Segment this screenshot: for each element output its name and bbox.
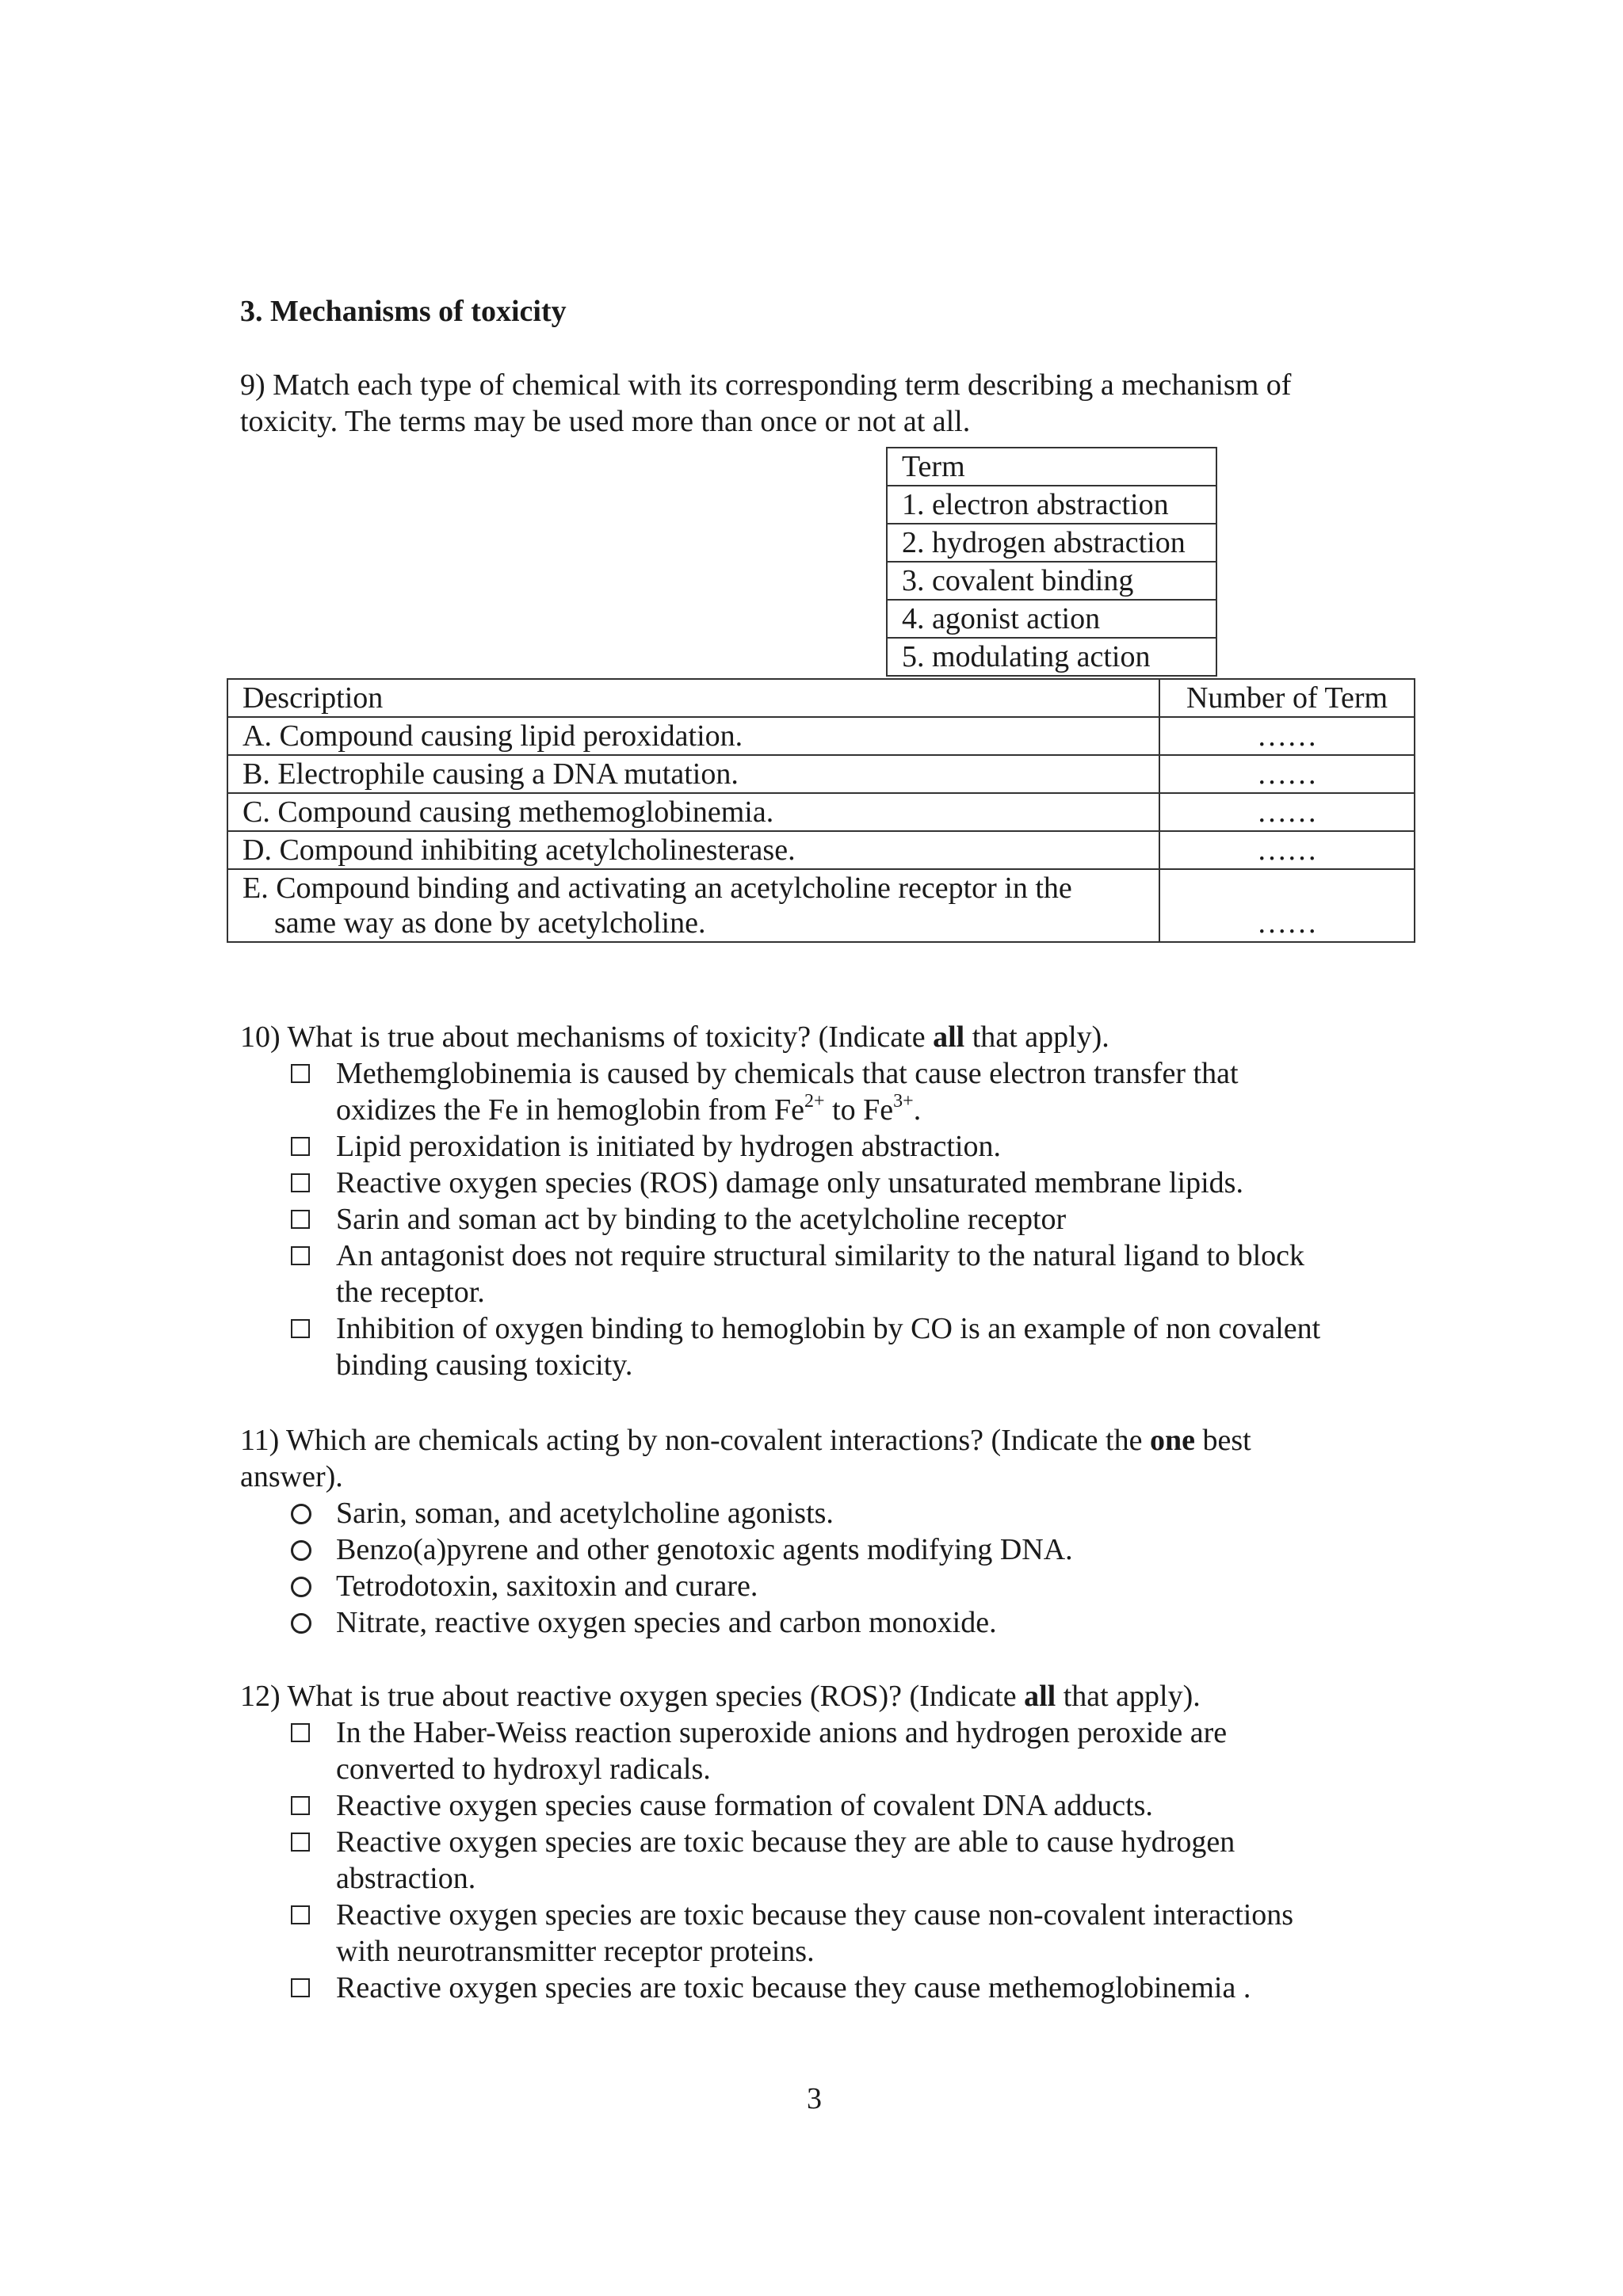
description-header: Description bbox=[227, 679, 1159, 717]
q11-prompt-text: 11) Which are chemicals acting by non-covalent interactions? (Indicate the bbox=[240, 1424, 1150, 1457]
description-cell: D. Compound inhibiting acetylcholinesterase. bbox=[227, 831, 1159, 869]
q12-prompt bbox=[240, 1678, 1201, 1714]
q11-option3-radio[interactable] bbox=[291, 1577, 311, 1597]
q12-option4-line1: Reactive oxygen species are toxic because they cause non-covalent interactions bbox=[336, 1898, 1294, 1932]
term-header: Term bbox=[887, 448, 1216, 486]
term-item: 3. covalent binding bbox=[887, 562, 1216, 600]
answer-blank[interactable]: …… bbox=[1159, 869, 1415, 942]
q10-option2: Lipid peroxidation is initiated by hydrogen abstraction. bbox=[336, 1130, 1001, 1163]
q10-prompt-tail: that apply). bbox=[964, 1020, 1109, 1054]
q10-option1-text-b: to Fe bbox=[824, 1093, 894, 1127]
q12-prompt-bold: all bbox=[1024, 1680, 1056, 1713]
q12-option3-checkbox[interactable] bbox=[291, 1833, 310, 1852]
q10-option4-checkbox[interactable] bbox=[291, 1210, 310, 1229]
table-row bbox=[227, 793, 1415, 831]
q10-option1-checkbox[interactable] bbox=[291, 1064, 310, 1083]
q10-option1-text-c: . bbox=[913, 1093, 922, 1127]
q9-prompt-line1: 9) Match each type of chemical with its corresponding term describing a mechanism of bbox=[240, 368, 1292, 402]
table-row bbox=[227, 831, 1415, 869]
q12-option5: Reactive oxygen species are toxic because they cause methemoglobinemia . bbox=[336, 1971, 1251, 2004]
q10-option1-text-a: oxidizes the Fe in hemoglobin from Fe bbox=[336, 1093, 805, 1127]
q12-option2-checkbox[interactable] bbox=[291, 1796, 310, 1815]
term-item: 1. electron abstraction bbox=[887, 486, 1216, 524]
q12-option3-line2: abstraction. bbox=[336, 1862, 476, 1895]
number-of-term-header: Number of Term bbox=[1159, 679, 1415, 717]
term-item: 2. hydrogen abstraction bbox=[887, 524, 1216, 562]
q10-prompt-text: 10) What is true about mechanisms of toxicity? (Indicate bbox=[240, 1020, 934, 1054]
term-item: 4. agonist action bbox=[887, 600, 1216, 638]
q11-prompt-tail: best bbox=[1194, 1424, 1251, 1457]
description-line2: same way as done by acetylcholine. bbox=[274, 906, 706, 940]
description-line1: E. Compound binding and activating an acetylcholine receptor in the bbox=[242, 871, 1072, 905]
term-table bbox=[886, 447, 1217, 677]
fe-charge-3plus: 3+ bbox=[893, 1091, 914, 1112]
table-header-row bbox=[227, 679, 1415, 717]
q11-prompt-line1 bbox=[240, 1422, 1251, 1459]
term-item: 5. modulating action bbox=[887, 638, 1216, 676]
q10-option5-line2: the receptor. bbox=[336, 1276, 485, 1309]
q12-option4-line2: with neurotransmitter receptor proteins. bbox=[336, 1935, 815, 1968]
q9-prompt-line2: toxicity. The terms may be used more than once or not at all. bbox=[240, 405, 971, 438]
q12-option1-line1: In the Haber-Weiss reaction superoxide anions and hydrogen peroxide are bbox=[336, 1716, 1228, 1749]
q11-option2: Benzo(a)pyrene and other genotoxic agents modifying DNA. bbox=[336, 1533, 1073, 1566]
description-table bbox=[227, 678, 1415, 943]
q12-prompt-tail: that apply). bbox=[1056, 1680, 1201, 1713]
q10-prompt-bold: all bbox=[933, 1020, 965, 1054]
q10-option6-line2: binding causing toxicity. bbox=[336, 1348, 633, 1382]
q12-option5-checkbox[interactable] bbox=[291, 1978, 310, 1997]
q12-option1-checkbox[interactable] bbox=[291, 1723, 310, 1742]
q11-prompt-line2: answer). bbox=[240, 1460, 343, 1493]
q11-option2-radio[interactable] bbox=[291, 1540, 311, 1561]
q10-option6-checkbox[interactable] bbox=[291, 1319, 310, 1338]
q12-option3-line1: Reactive oxygen species are toxic because they are able to cause hydrogen bbox=[336, 1825, 1235, 1859]
q11-option4: Nitrate, reactive oxygen species and carbon monoxide. bbox=[336, 1606, 997, 1639]
answer-blank[interactable]: …… bbox=[1159, 717, 1415, 755]
page-number: 3 bbox=[807, 2082, 822, 2115]
q10-option3-checkbox[interactable] bbox=[291, 1173, 310, 1192]
q10-option6-line1: Inhibition of oxygen binding to hemoglobin by CO is an example of non covalent bbox=[336, 1312, 1321, 1345]
q11-option4-radio[interactable] bbox=[291, 1613, 311, 1634]
q10-prompt bbox=[240, 1019, 1109, 1055]
table-row bbox=[227, 755, 1415, 793]
q10-option5-line1: An antagonist does not require structural similarity to the natural ligand to block bbox=[336, 1239, 1305, 1272]
q12-option1-line2: converted to hydroxyl radicals. bbox=[336, 1753, 711, 1786]
answer-blank[interactable]: …… bbox=[1159, 793, 1415, 831]
q11-option1: Sarin, soman, and acetylcholine agonists. bbox=[336, 1497, 834, 1530]
description-cell bbox=[227, 869, 1159, 942]
answer-blank[interactable]: …… bbox=[1159, 831, 1415, 869]
q11-prompt-bold: one bbox=[1149, 1424, 1195, 1457]
q10-option5-checkbox[interactable] bbox=[291, 1246, 310, 1265]
q10-option3: Reactive oxygen species (ROS) damage only unsaturated membrane lipids. bbox=[336, 1166, 1243, 1199]
table-row bbox=[227, 717, 1415, 755]
description-cell: C. Compound causing methemoglobinemia. bbox=[227, 793, 1159, 831]
answer-blank[interactable]: …… bbox=[1159, 755, 1415, 793]
q11-option1-radio[interactable] bbox=[291, 1504, 311, 1524]
description-cell: A. Compound causing lipid peroxidation. bbox=[227, 717, 1159, 755]
table-row bbox=[227, 869, 1415, 942]
q11-option3: Tetrodotoxin, saxitoxin and curare. bbox=[336, 1569, 758, 1603]
q10-option2-checkbox[interactable] bbox=[291, 1137, 310, 1156]
q10-option1-line2 bbox=[336, 1092, 921, 1128]
q12-option2: Reactive oxygen species cause formation of covalent DNA adducts. bbox=[336, 1789, 1153, 1822]
q10-option1-line1: Methemglobinemia is caused by chemicals that cause electron transfer that bbox=[336, 1057, 1239, 1090]
section-heading: 3. Mechanisms of toxicity bbox=[240, 295, 567, 328]
q10-option4: Sarin and soman act by binding to the acetylcholine receptor bbox=[336, 1203, 1067, 1236]
description-cell: B. Electrophile causing a DNA mutation. bbox=[227, 755, 1159, 793]
q12-prompt-text: 12) What is true about reactive oxygen species (ROS)? (Indicate bbox=[240, 1680, 1025, 1713]
q12-option4-checkbox[interactable] bbox=[291, 1905, 310, 1924]
fe-charge-2plus: 2+ bbox=[804, 1091, 825, 1112]
